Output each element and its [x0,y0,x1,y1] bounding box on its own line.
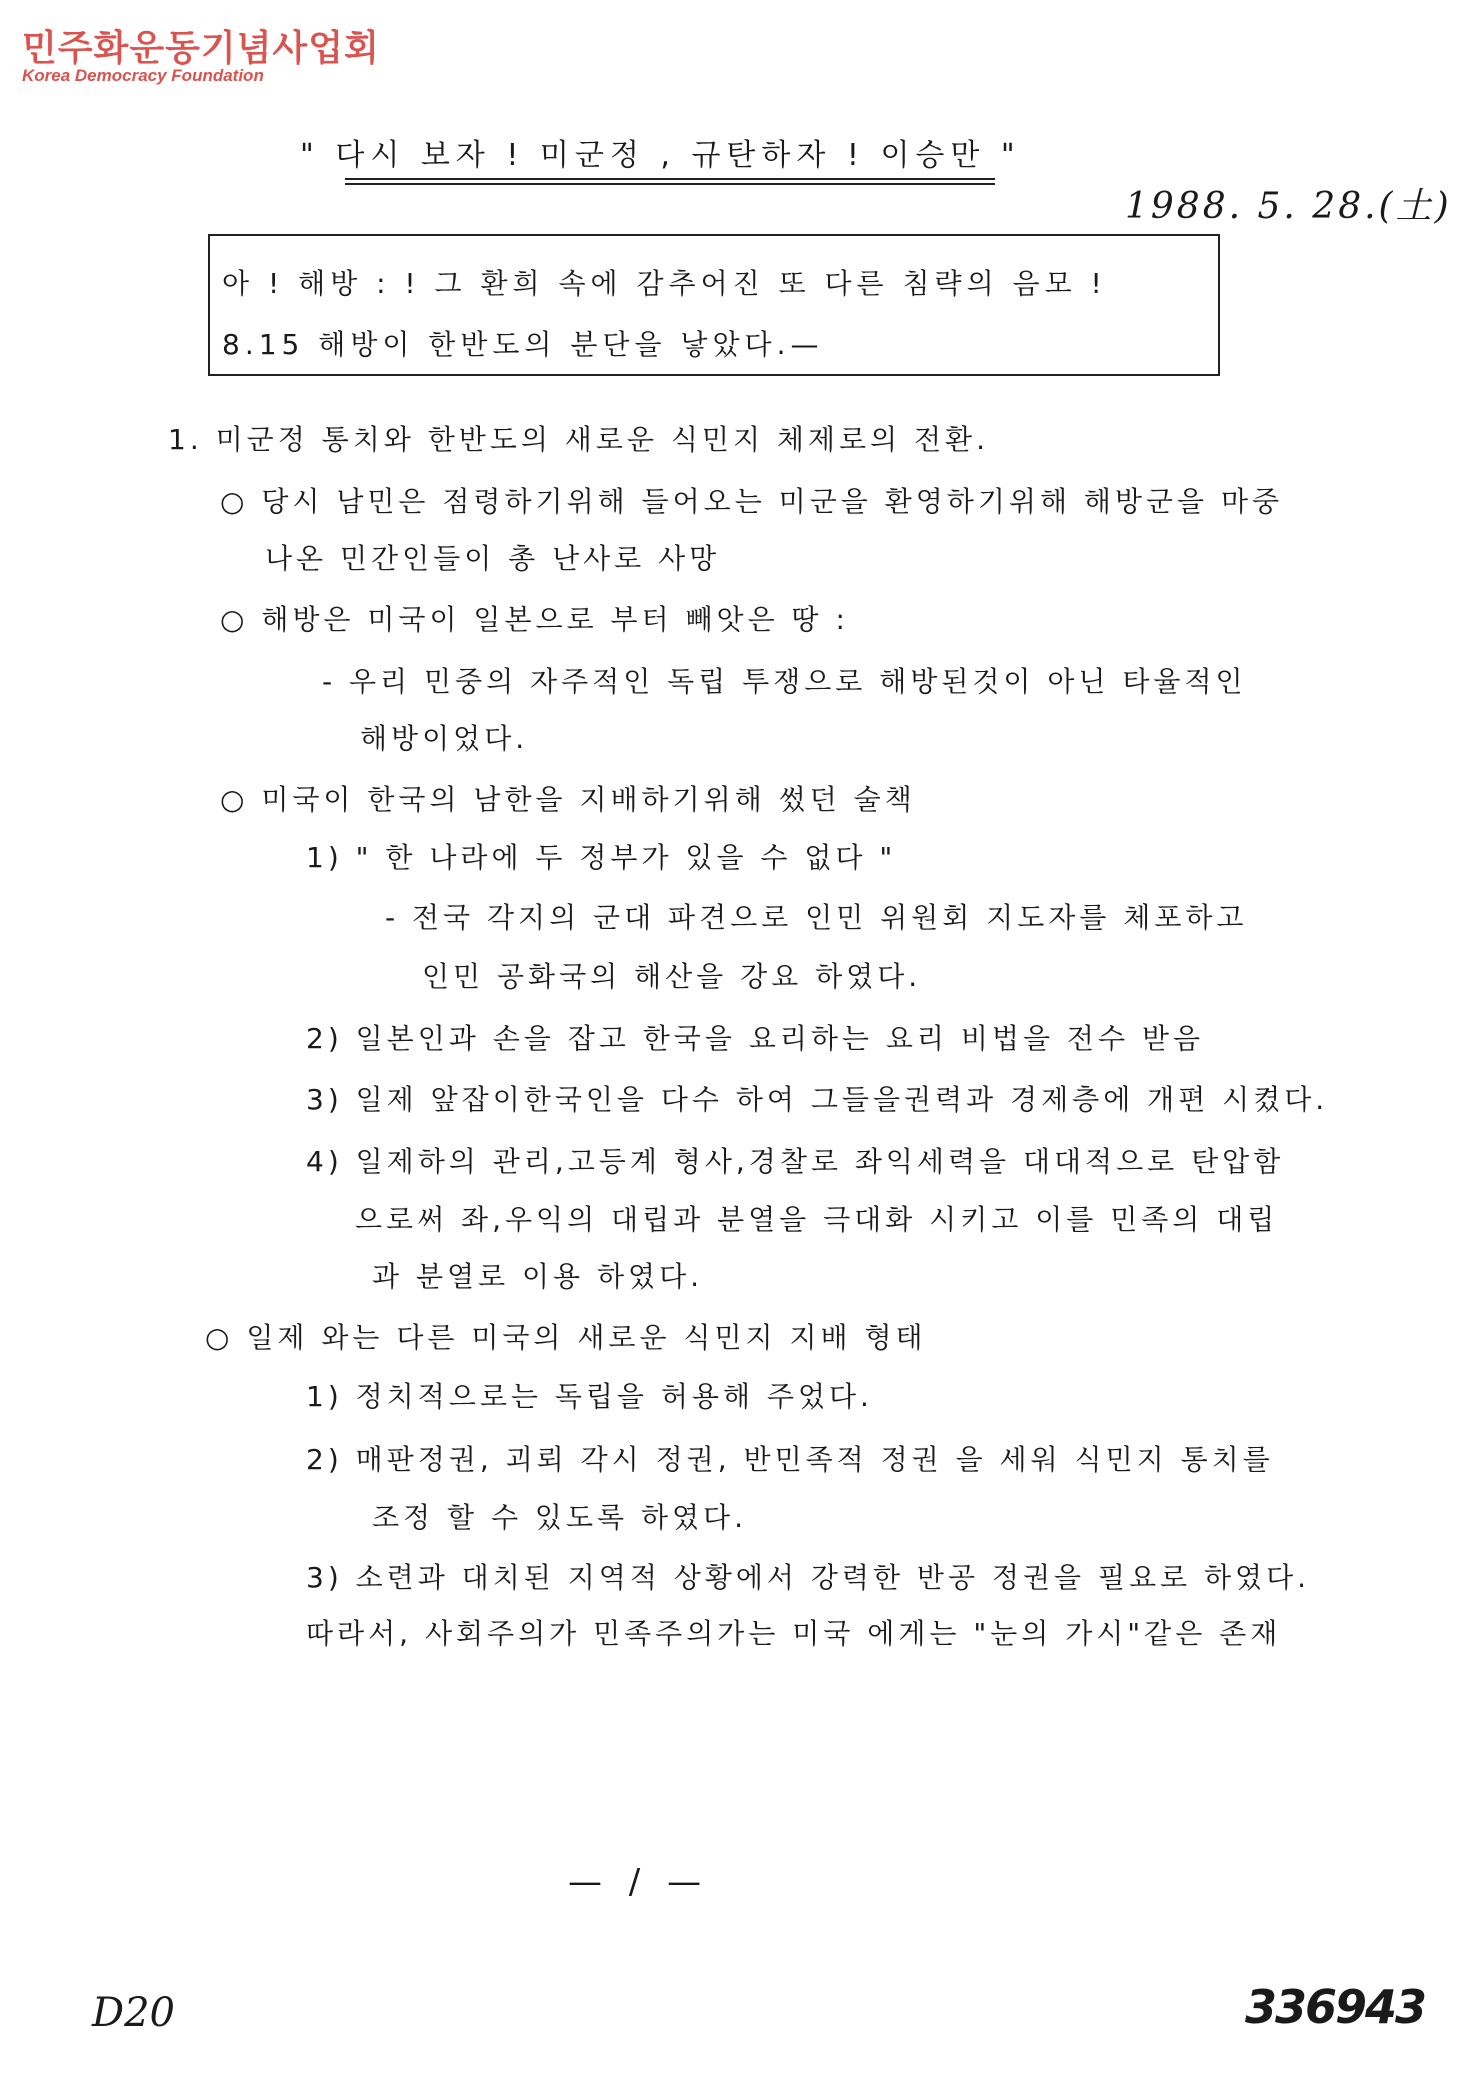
logo-english-text: Korea Democracy Foundation [22,66,264,85]
archive-number: 336943 [1245,1980,1426,2034]
title-underline [345,178,995,185]
body-line: 해방이었다. [360,722,529,755]
body-line: 나온 민간인들이 총 난사로 사망 [265,542,721,575]
body-line: 과 분열로 이용 하였다. [372,1260,704,1293]
body-line: 따라서, 사회주의가 민족주의가는 미국 에게는 "눈의 가시"같은 존재 [306,1617,1282,1650]
body-line: 3) 소련과 대치된 지역적 상황에서 강력한 반공 정권을 필요로 하였다. [306,1561,1311,1594]
body-line: 2) 매판정권, 괴뢰 각시 정권, 반민족적 정권 을 세워 식민지 통치를 [306,1443,1274,1476]
document-date: 1988. 5. 28.(土) [1125,186,1452,227]
body-line: ○ 해방은 미국이 일본으로 부터 빼앗은 땅 : [220,603,849,636]
logo-korean-text: 민주화운동기념사업회 [22,28,380,69]
body-line: 1) 정치적으로는 독립을 허용해 주었다. [306,1380,873,1413]
body-line: ○ 미국이 한국의 남한을 지배하기위해 썼던 술책 [220,783,916,816]
body-line: ○ 당시 남민은 점령하기위해 들어오는 미군을 환영하기위해 해방군을 마중 [220,485,1284,518]
body-line: - 우리 민중의 자주적인 독립 투쟁으로 해방된것이 아닌 타율적인 [322,665,1247,698]
body-line: 으로써 좌,우익의 대립과 분열을 극대화 시키고 이를 민족의 대립 [355,1203,1279,1236]
body-line: - 전국 각지의 군대 파견으로 인민 위원회 지도자를 체포하고 [385,901,1248,934]
body-line: 2) 일본인과 손을 잡고 한국을 요리하는 요리 비법을 전수 받음 [306,1022,1204,1055]
body-line: 4) 일제하의 관리,고등계 형사,경찰로 좌익세력을 대대적으로 탄압함 [306,1145,1285,1178]
headline-line-1: 아 ! 해방 : ! 그 환희 속에 감추어진 또 다른 침략의 음모 ! [222,267,1107,300]
body-line: 3) 일제 앞잡이한국인을 다수 하여 그들을권력과 경제층에 개편 시켰다. [306,1083,1329,1116]
headline-line-2: 8.15 해방이 한반도의 분단을 낳았다.— [222,328,824,361]
body-line: ○ 일제 와는 다른 미국의 새로운 식민지 지배 형태 [205,1321,927,1354]
corner-note-left: D20 [92,1990,175,2036]
section-heading: 1. 미군정 통치와 한반도의 새로운 식민지 체제로의 전환. [168,423,989,456]
body-line: 1) " 한 나라에 두 정부가 있을 수 없다 " [306,841,897,874]
document-title: " 다시 보자 ! 미군정 , 규탄하자 ! 이승만 " [300,138,1021,173]
body-line: 조정 할 수 있도록 하였다. [372,1501,747,1534]
page-number: — / — [568,1862,710,1902]
body-line: 인민 공화국의 해산을 강요 하였다. [422,960,922,993]
